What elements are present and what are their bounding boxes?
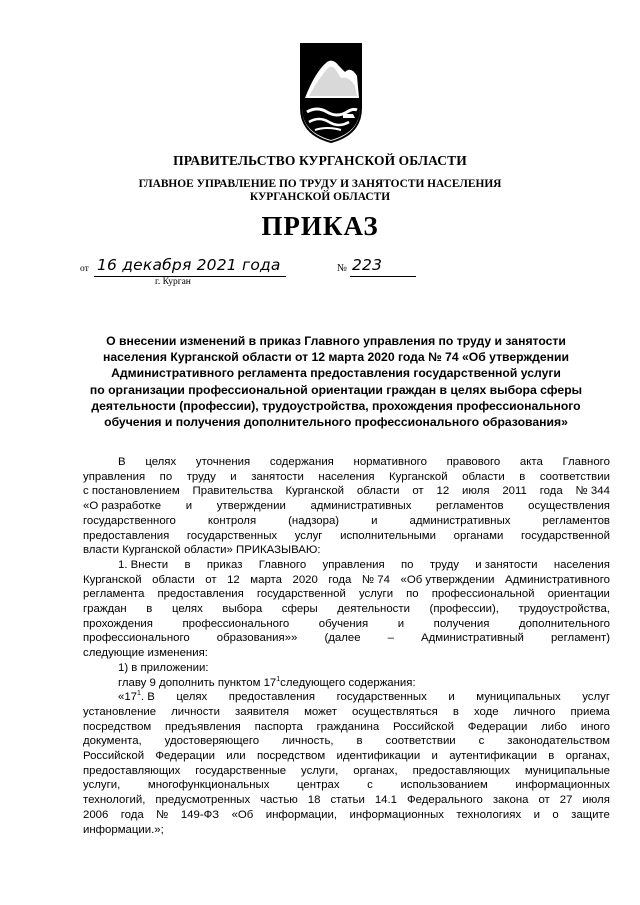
word: идентификации bbox=[336, 750, 421, 763]
word: регламентов bbox=[542, 514, 610, 527]
word: управления bbox=[322, 558, 385, 571]
word: Курганской bbox=[285, 485, 345, 498]
word: марта bbox=[250, 573, 282, 586]
text-line bbox=[83, 617, 610, 632]
word: профессионального bbox=[182, 617, 290, 630]
word: – bbox=[387, 632, 394, 645]
word: соответствии bbox=[539, 470, 610, 483]
word: предоставления bbox=[83, 529, 170, 542]
word: уточнения bbox=[195, 456, 251, 468]
title-line: по организации профессиональной ориентации граждан в целях выбора сферы bbox=[89, 382, 583, 397]
word: в bbox=[356, 735, 363, 748]
word: 2006 bbox=[83, 808, 109, 821]
title-line: Административного регламента предоставления государственной услуги bbox=[111, 366, 561, 381]
handwritten-date: 16 декабря 2021 года bbox=[97, 256, 281, 274]
word: 12 bbox=[227, 573, 240, 586]
word: 2011 bbox=[502, 485, 527, 498]
title-line: О внесении изменений в приказ Главного управления по труду и занятости bbox=[106, 334, 566, 348]
word: личного bbox=[513, 705, 556, 718]
word: Федерации bbox=[155, 750, 215, 763]
word: (профессии), bbox=[429, 603, 499, 616]
chapter-rest: следующего содержания: bbox=[280, 676, 416, 689]
word: сферы bbox=[281, 603, 318, 616]
text-line bbox=[83, 734, 610, 749]
word: населения bbox=[553, 558, 610, 571]
word: органах, bbox=[565, 750, 610, 763]
word: с bbox=[478, 735, 485, 748]
text-line bbox=[83, 823, 610, 838]
word: (далее bbox=[324, 632, 361, 645]
word: целях bbox=[171, 603, 203, 616]
word: информационных bbox=[349, 808, 444, 821]
word: в bbox=[519, 470, 526, 483]
word: услуги bbox=[358, 588, 394, 601]
word: информации, bbox=[265, 808, 338, 821]
word: «Об bbox=[231, 808, 254, 821]
word: либо bbox=[541, 720, 567, 733]
word: предоставления bbox=[157, 588, 244, 601]
word: статьи bbox=[330, 794, 365, 807]
word: управления bbox=[83, 470, 146, 483]
word: . В bbox=[140, 691, 155, 704]
text-line bbox=[83, 793, 610, 808]
word: услуг bbox=[294, 529, 323, 542]
word: Административный bbox=[421, 632, 524, 645]
word: в bbox=[548, 750, 555, 763]
word: центрах bbox=[296, 779, 340, 792]
word: от bbox=[538, 794, 550, 807]
word: (надзора) bbox=[288, 514, 340, 527]
word: государственной bbox=[520, 529, 610, 542]
word: регламент) bbox=[550, 632, 610, 645]
word: аутентификации bbox=[449, 750, 537, 763]
word: по bbox=[400, 558, 414, 571]
title-line: населения Курганской области от 12 марта 2020 года № 74 «Об утверждении bbox=[103, 350, 569, 365]
word: 149-ФЗ bbox=[180, 808, 220, 821]
word: области bbox=[356, 485, 400, 498]
word: № bbox=[156, 808, 169, 821]
word: административных bbox=[310, 500, 412, 513]
coat-of-arms-icon bbox=[297, 42, 365, 144]
word: Административного bbox=[505, 573, 610, 586]
paragraph-17-1 bbox=[83, 705, 610, 837]
word: установление bbox=[83, 705, 157, 718]
text-line bbox=[83, 749, 610, 764]
word: органах, bbox=[353, 764, 398, 777]
word: приема bbox=[570, 705, 610, 718]
word: ориентации bbox=[547, 588, 610, 601]
word: личности bbox=[171, 705, 220, 718]
word: предоставляющих bbox=[412, 764, 510, 777]
word: «171. В bbox=[118, 690, 155, 704]
word: 1. Внести bbox=[118, 558, 169, 571]
word: документа, bbox=[83, 735, 142, 748]
word: № 74 bbox=[361, 573, 390, 586]
word: образования»» bbox=[216, 632, 298, 645]
text-line bbox=[83, 484, 610, 499]
word: выбора bbox=[222, 603, 263, 616]
word: осуществления bbox=[528, 500, 610, 513]
word: личность, bbox=[282, 735, 334, 748]
word: «Об утверждении bbox=[400, 573, 495, 586]
word: утверждении bbox=[216, 500, 286, 513]
text-line bbox=[83, 499, 610, 514]
paragraph-17-1-first-line bbox=[83, 690, 610, 705]
word: года bbox=[120, 808, 144, 821]
word: прохождения bbox=[83, 617, 153, 630]
word: и bbox=[397, 617, 405, 630]
word: контроля bbox=[207, 514, 257, 527]
word: 2020 bbox=[292, 573, 318, 586]
word: с bbox=[367, 779, 373, 792]
word: регламентов bbox=[436, 500, 504, 513]
word: целях bbox=[145, 456, 177, 468]
text-line bbox=[83, 764, 610, 779]
text-line bbox=[83, 558, 610, 573]
word: нормативного bbox=[353, 456, 427, 468]
word: регламента bbox=[83, 588, 145, 601]
word: июля bbox=[582, 794, 610, 807]
document-type: ПРИКАЗ bbox=[261, 211, 379, 241]
word: по bbox=[406, 588, 419, 601]
word: паспорта bbox=[254, 720, 303, 733]
text-line bbox=[83, 455, 610, 470]
word: гражданина bbox=[316, 720, 380, 733]
word: следующие изменения: bbox=[83, 647, 208, 660]
paragraph-preamble bbox=[83, 455, 610, 558]
word: защите bbox=[571, 808, 610, 821]
word: дополнительного bbox=[518, 617, 610, 630]
word: по bbox=[159, 470, 173, 483]
word: государственного bbox=[83, 514, 176, 527]
text-line bbox=[83, 470, 610, 485]
word: услуги, bbox=[83, 779, 121, 792]
word: и bbox=[431, 750, 438, 763]
clause-number: «17 bbox=[118, 691, 138, 704]
word: осуществляться bbox=[351, 705, 438, 718]
word: июля bbox=[462, 485, 490, 498]
number-label: № bbox=[337, 263, 348, 274]
word: Российской bbox=[83, 750, 145, 763]
word: или bbox=[226, 750, 246, 763]
word: заявителя bbox=[235, 705, 290, 718]
word: муниципальные bbox=[524, 764, 610, 777]
chapter-text: главу 9 дополнить пунктом 17 bbox=[118, 676, 277, 689]
word: посредством bbox=[256, 750, 326, 763]
word: области bbox=[152, 573, 195, 586]
word: профессионального bbox=[83, 632, 190, 645]
word: Федерации bbox=[467, 720, 528, 733]
word: № 344 bbox=[575, 485, 610, 498]
paragraph-item-1 bbox=[83, 558, 610, 661]
word: приказ bbox=[206, 558, 243, 571]
word: технологиях bbox=[456, 808, 522, 821]
word: государственной bbox=[256, 588, 346, 601]
government-name: ПРАВИТЕЛЬСТВО КУРГАНСКОЙ ОБЛАСТИ bbox=[173, 153, 467, 168]
word: исполнительными bbox=[340, 529, 436, 542]
text-line bbox=[83, 808, 610, 823]
text-line bbox=[83, 514, 610, 529]
word: закона bbox=[492, 794, 529, 807]
word: деятельности bbox=[337, 603, 410, 616]
word: в bbox=[184, 558, 191, 571]
word: области bbox=[462, 470, 505, 483]
title-line: деятельности (профессии), трудоустройства, прохождения профессионального bbox=[91, 398, 581, 413]
department-name-line1: ГЛАВНОЕ УПРАВЛЕНИЕ ПО ТРУДУ И ЗАНЯТОСТИ НАСЕЛЕНИЯ bbox=[138, 178, 502, 190]
number-underline bbox=[350, 276, 416, 277]
word: и bbox=[448, 691, 455, 704]
word: В bbox=[118, 456, 126, 468]
word: частью bbox=[260, 794, 298, 807]
word: получения bbox=[433, 617, 490, 630]
word: 12 bbox=[436, 485, 450, 498]
word: административных bbox=[409, 514, 511, 527]
word: трудоустройства, bbox=[518, 603, 610, 616]
word: государственные bbox=[195, 764, 287, 777]
text-line bbox=[83, 602, 610, 617]
text-line bbox=[83, 705, 610, 720]
city-name: г. Курган bbox=[155, 277, 191, 287]
word: государственных bbox=[186, 529, 278, 542]
word: использованием bbox=[400, 779, 488, 792]
word: граждан bbox=[83, 603, 127, 616]
word: услуги, bbox=[301, 764, 339, 777]
word: обучения bbox=[318, 617, 369, 630]
word: Федерального bbox=[406, 794, 483, 807]
word: занятости bbox=[251, 470, 304, 483]
word: 14.1 bbox=[374, 794, 397, 807]
word: технологий, bbox=[83, 794, 146, 807]
word: предоставляющих bbox=[83, 764, 181, 777]
subitem-annex: 1) в приложении: bbox=[118, 661, 209, 674]
text-line bbox=[83, 778, 610, 793]
word: в bbox=[452, 705, 459, 718]
word: муниципальных bbox=[476, 691, 561, 704]
word: труду bbox=[429, 558, 459, 571]
order-title bbox=[76, 333, 596, 430]
word: многофункциональных bbox=[147, 779, 270, 792]
word: посредством bbox=[83, 720, 152, 733]
word: с постановлением bbox=[83, 485, 180, 498]
word: 18 bbox=[307, 794, 321, 807]
word: ходе bbox=[473, 705, 499, 718]
word: государственных bbox=[336, 691, 427, 704]
word: года bbox=[328, 573, 352, 586]
word: и bbox=[371, 514, 378, 527]
word: и bbox=[185, 500, 193, 513]
word: предусмотренных bbox=[155, 794, 251, 807]
date-from-label: от bbox=[80, 264, 89, 274]
word: Правительства bbox=[192, 485, 273, 498]
subitem-chapter: главу 9 дополнить пунктом 171следующего содержания: bbox=[118, 675, 416, 689]
word: содержания bbox=[269, 456, 334, 468]
word: Главного bbox=[562, 456, 610, 468]
word: правового bbox=[446, 456, 501, 468]
text-line bbox=[83, 529, 610, 544]
word: может bbox=[304, 705, 337, 718]
word: акта bbox=[519, 456, 543, 468]
word: и bbox=[230, 470, 237, 483]
word: целях bbox=[176, 691, 208, 704]
order-body bbox=[83, 455, 610, 837]
word: труду bbox=[186, 470, 216, 483]
word: предъявления bbox=[164, 720, 241, 733]
word: в bbox=[146, 603, 153, 616]
word: Главного bbox=[258, 558, 307, 571]
word: и занятости bbox=[475, 558, 538, 571]
word: информационных bbox=[515, 779, 610, 792]
date-number-line bbox=[80, 255, 383, 291]
word: Российской bbox=[392, 720, 455, 733]
word: предоставления bbox=[228, 691, 316, 704]
word: власти Курганской области» ПРИКАЗЫВАЮ: bbox=[83, 544, 321, 557]
word: удостоверяющего bbox=[164, 735, 260, 748]
word: от bbox=[412, 485, 424, 498]
department-name-line2: КУРГАНСКОЙ ОБЛАСТИ bbox=[249, 191, 391, 203]
handwritten-number: 223 bbox=[352, 256, 383, 274]
word: услуг bbox=[582, 691, 610, 704]
text-line bbox=[83, 587, 610, 602]
word: о bbox=[552, 808, 559, 821]
title-line: обучения и получения дополнительного профессионального образования» bbox=[104, 415, 568, 430]
word: органами bbox=[453, 529, 504, 542]
text-line bbox=[83, 646, 610, 661]
word: года bbox=[539, 485, 563, 498]
text-line bbox=[83, 573, 610, 588]
word: законодательством bbox=[507, 735, 610, 748]
word: населения bbox=[318, 470, 375, 483]
word: Курганской bbox=[83, 573, 142, 586]
word: и bbox=[533, 808, 540, 821]
text-line bbox=[83, 543, 610, 558]
word: «О разработке bbox=[83, 500, 162, 513]
word: 27 bbox=[559, 794, 573, 807]
word: соответствии bbox=[385, 735, 456, 748]
text-line bbox=[83, 631, 610, 646]
word: иного bbox=[580, 720, 610, 733]
text-line bbox=[83, 720, 610, 735]
word: от bbox=[205, 573, 217, 586]
word: информации.»; bbox=[83, 823, 164, 836]
word: профессиональной bbox=[431, 588, 535, 601]
word: Курганской bbox=[389, 470, 448, 483]
